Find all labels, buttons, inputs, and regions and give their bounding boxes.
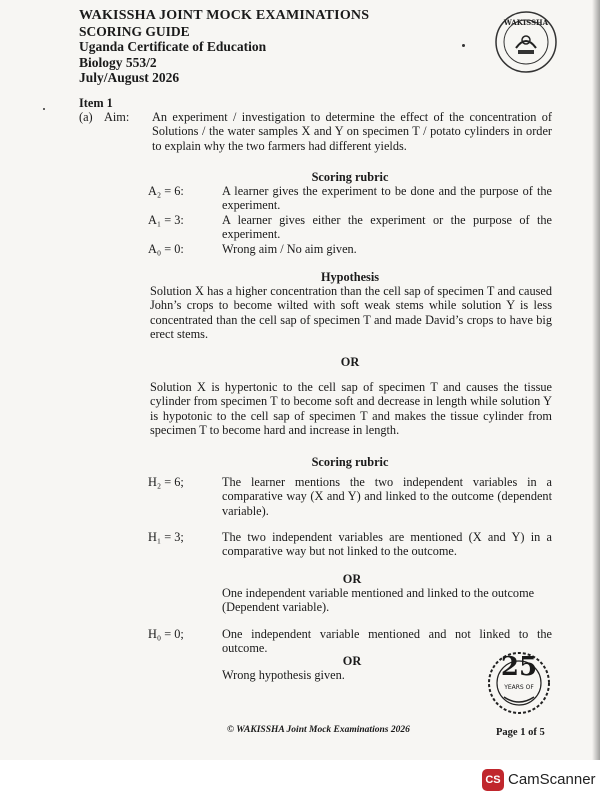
rubric1-text-a1: A learner gives either the experiment or the purpose of the experiment. bbox=[222, 213, 552, 242]
rubric2-text-h1: The two independent variables are mentioned (X and Y) in a comparative way but not linked to the outcome. bbox=[222, 530, 552, 559]
certificate-title: Uganda Certificate of Education bbox=[79, 39, 267, 54]
exam-title: WAKISSHA JOINT MOCK EXAMINATIONS bbox=[79, 8, 370, 23]
document-header bbox=[79, 8, 369, 86]
page-edge-shadow bbox=[592, 0, 600, 760]
subject-code: Biology 553/2 bbox=[79, 54, 157, 70]
scan-speck bbox=[462, 44, 465, 47]
hypothesis-para1: Solution X has a higher concentration than the cell sap of specimen T and caused John’s crops to become wilted with soft weak stems while solution Y is less concentrated than the cell sap of specimen T and made David’s crops to have big erect stems. bbox=[150, 284, 552, 342]
anniversary-seal-icon bbox=[478, 645, 560, 717]
hypothesis-para2: Solution X is hypertonic to the cell sap of specimen T and causes the tissue cylinder from specimen T to become soft and decrease in length while solution Y is hypotonic to the cell sap of specimen T and makes the tissue cylinder from specimen T to become hard and increase in length. bbox=[150, 380, 552, 438]
hypothesis-or: OR bbox=[340, 355, 360, 369]
exam-date: July/August 2026 bbox=[79, 70, 180, 85]
wakissha-logo-icon bbox=[494, 10, 558, 74]
hypothesis-heading: Hypothesis bbox=[320, 270, 380, 284]
rubric2-h0-alt: Wrong hypothesis given. bbox=[222, 668, 345, 682]
rubric1-code-a2: A₂ = 6: bbox=[148, 184, 184, 198]
rubric2-h1-or: OR bbox=[342, 572, 362, 586]
rubric2-h1-alt: One independent variable mentioned and linked to the outcome (Dependent variable). bbox=[222, 586, 535, 615]
item-title: Item 1 bbox=[79, 96, 113, 110]
guide-title: SCORING GUIDE bbox=[79, 23, 190, 39]
camscanner-label: CamScanner bbox=[508, 771, 596, 788]
svg-text:YEARS OF: YEARS OF bbox=[504, 684, 534, 691]
rubric2-text-h2: The learner mentions the two independent variables in a comparative way (X and Y) and linked to the outcome (dependent variable). bbox=[222, 475, 552, 518]
footer-copyright: © WAKISSHA Joint Mock Examinations 2026 bbox=[227, 725, 410, 735]
rubric1-text-a0: Wrong aim / No aim given. bbox=[222, 242, 357, 256]
part-label: (a) bbox=[79, 110, 93, 124]
camscanner-logo-icon: CS bbox=[482, 769, 504, 791]
rubric2-code-h2: H₂ = 6; bbox=[148, 475, 184, 489]
scan-speck bbox=[43, 108, 45, 110]
aim-label: Aim: bbox=[104, 110, 130, 124]
rubric1-text-a2: A learner gives the experiment to be done and the purpose of the experiment. bbox=[222, 184, 552, 213]
footer-page-number: Page 1 of 5 bbox=[496, 727, 545, 738]
rubric2-h0-or: OR bbox=[342, 654, 362, 668]
svg-text:25: 25 bbox=[500, 652, 538, 682]
rubric2-text-h0: One independent variable mentioned and not linked to the outcome. bbox=[222, 627, 552, 656]
rubric2-code-h0: H₀ = 0; bbox=[148, 627, 184, 641]
rubric2-code-h1: H₁ = 3; bbox=[148, 530, 184, 544]
rubric1-code-a1: A₁ = 3: bbox=[148, 213, 184, 227]
aim-text: An experiment / investigation to determine the effect of the concentration of Solutions / the water samples X and Y on specimen T / potato cylinders in order to explain why the two farmers had different yields. bbox=[152, 110, 552, 153]
rubric2-heading: Scoring rubric bbox=[311, 455, 389, 469]
rubric1-heading: Scoring rubric bbox=[311, 170, 389, 184]
svg-text:WAKISSHA: WAKISSHA bbox=[503, 18, 549, 27]
rubric1-code-a0: A₀ = 0: bbox=[148, 242, 184, 256]
